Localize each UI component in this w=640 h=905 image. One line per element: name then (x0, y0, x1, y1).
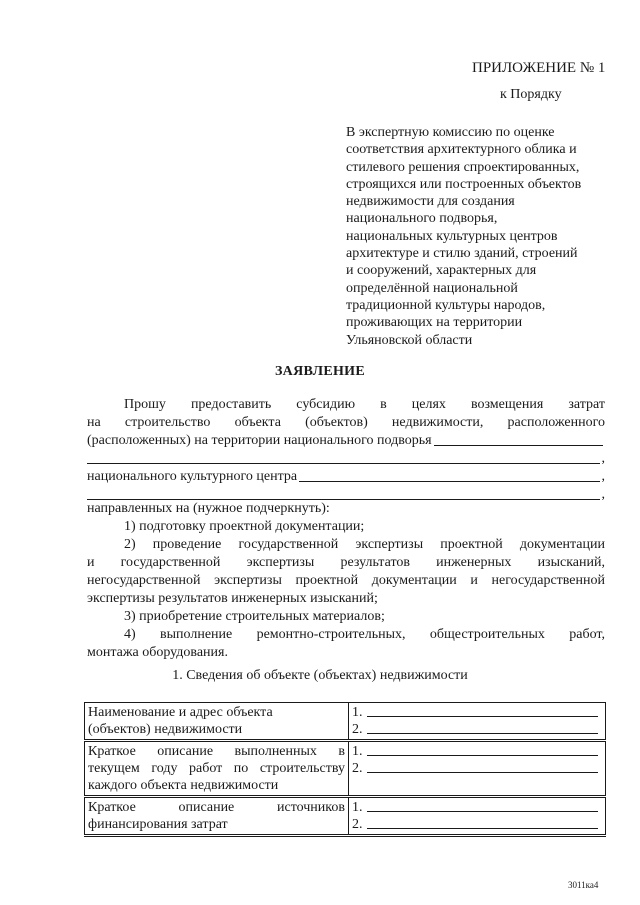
addressee-line: Ульяновской области (346, 332, 473, 348)
subsidy-yard-row (87, 432, 605, 450)
option-2-continued: негосударственной экспертизы проектной документации и негосударственной (87, 573, 605, 588)
option-4[interactable]: 4) выполнение ремонтно-строительных, общестроительных работ, (124, 627, 605, 642)
comma: , (601, 451, 605, 466)
addressee-line: определённой национальной (346, 280, 518, 296)
table-row (85, 741, 606, 797)
body-line: направленных на (нужное подчеркнуть): (87, 501, 330, 516)
property-info-table (84, 702, 606, 837)
body-line: национального культурного центра (87, 469, 298, 484)
yard-name-field[interactable] (434, 445, 603, 446)
row-label: Наименование и адрес объекта (объектов) недвижимости (85, 703, 349, 741)
body-line: Прошу предоставить субсидию в целях возмещения затрат (124, 397, 605, 412)
option-3[interactable]: 3) приобретение строительных материалов; (124, 609, 385, 624)
blank-row (87, 450, 605, 468)
table-row (85, 797, 606, 836)
body-line: на строительство объекта (объектов) недвижимости, расположенного (87, 415, 605, 430)
row-label: Краткое описание выполненных в текущем году работ по строительству каждого объекта недвижимости (85, 741, 349, 797)
appendix-title: ПРИЛОЖЕНИЕ № 1 (472, 60, 606, 76)
addressee-line: национального подворья, (346, 211, 498, 227)
comma: , (601, 469, 605, 484)
entry-field[interactable] (367, 716, 599, 717)
row-label: Краткое описание источников финансирования затрат (85, 797, 349, 836)
row-entries: 1. 2. (349, 797, 606, 836)
yard-name-continuation-field[interactable] (87, 463, 600, 464)
addressee-line: проживающих на территории (346, 315, 523, 331)
addressee-line: соответствия архитектурного облика и (346, 142, 577, 158)
addressee-line: В экспертную комиссию по оценке (346, 125, 555, 140)
document-heading: ЗАЯВЛЕНИЕ (274, 364, 365, 379)
row-entries: 1. 2. (349, 741, 606, 797)
addressee-line: стилевого решения спроектированных, (346, 159, 580, 175)
page-code: 3011ка4 (568, 880, 599, 890)
entry-field[interactable] (367, 811, 599, 812)
entry-field[interactable] (367, 755, 599, 756)
addressee-block (346, 124, 616, 349)
addressee-line: недвижимости для создания (346, 194, 515, 210)
entry-field[interactable] (367, 733, 599, 734)
addressee-line: архитектуре и стилю зданий, строений (346, 246, 578, 262)
comma: , (601, 487, 605, 502)
option-4-continued: монтажа оборудования. (87, 645, 228, 660)
table-row (85, 703, 606, 741)
row-entries: 1. 2. (349, 703, 606, 741)
option-2-continued: и государственной экспертизы результатов инженерных изысканий, (87, 555, 605, 570)
body-line: (расположенных) на территории национального подворья (87, 433, 432, 448)
addressee-line: национальных культурных центров (346, 228, 558, 244)
addressee-line: и сооружений, характерных для (346, 263, 537, 279)
option-2-continued: экспертизы результатов инженерных изысканий; (87, 591, 378, 606)
entry-field[interactable] (367, 828, 599, 829)
option-1[interactable]: 1) подготовку проектной документации; (124, 519, 365, 534)
addressee-line: традиционной культуры народов, (346, 297, 546, 313)
cultural-center-field[interactable] (299, 481, 599, 482)
option-2[interactable]: 2) проведение государственной экспертизы проектной документации (124, 537, 605, 552)
addressee-line: строящихся или построенных объектов (346, 176, 582, 192)
section-title: 1. Сведения об объекте (объектах) недвижимости (172, 668, 468, 683)
entry-field[interactable] (367, 772, 599, 773)
cultural-center-row (87, 468, 605, 486)
appendix-reference: к Порядку (500, 87, 562, 102)
